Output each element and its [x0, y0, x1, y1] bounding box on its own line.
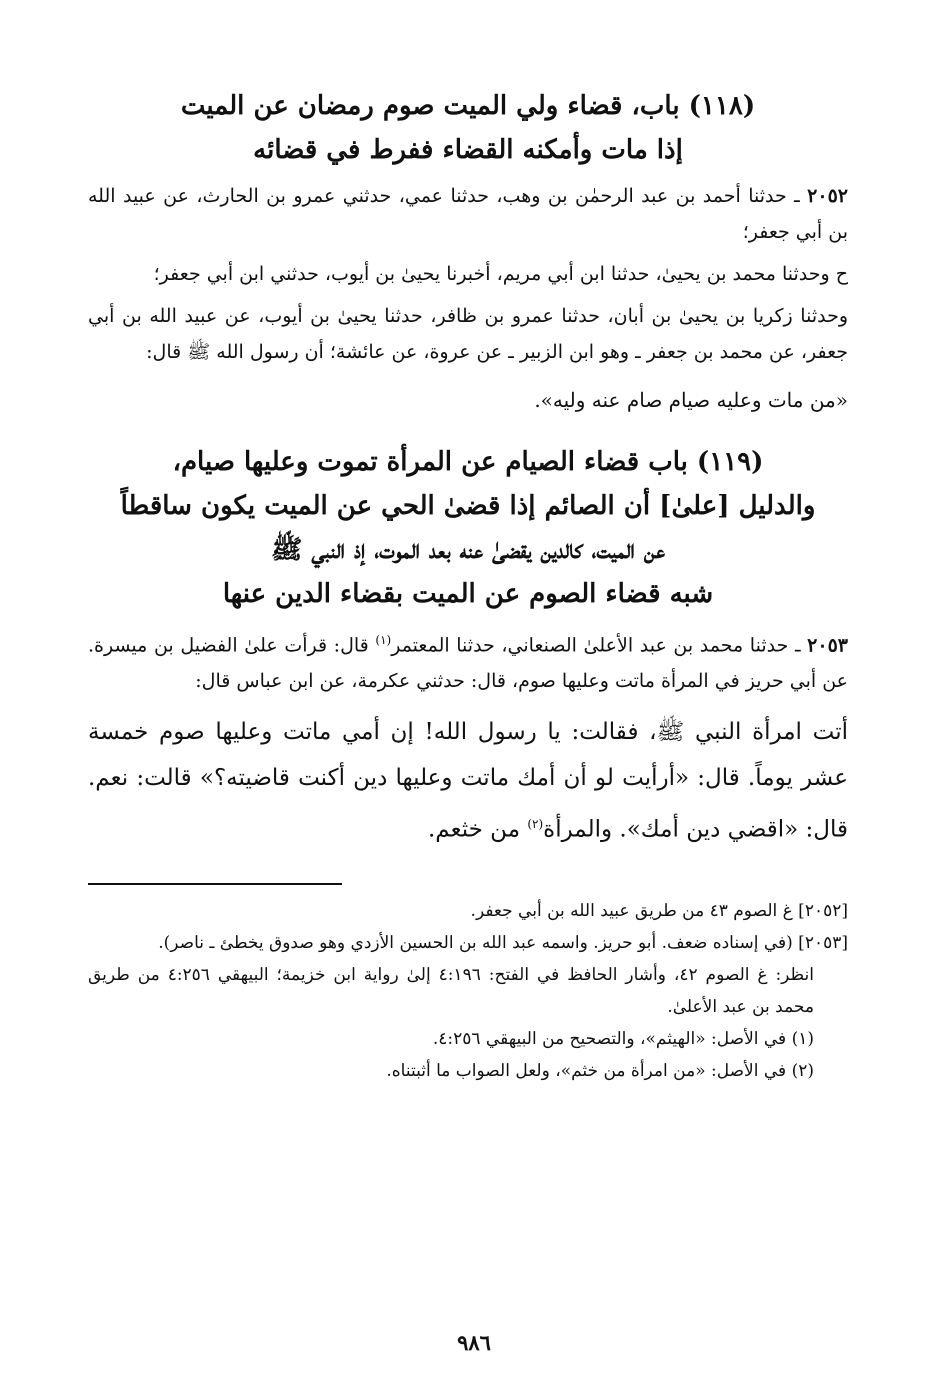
- page-body: [88, 70, 848, 1335]
- chapter-heading-119: [88, 440, 848, 616]
- hadith-2053-text-1a: ـ حدثنا محمد بن عبد الأعلىٰ الصنعاني، حدثنا المعتمر: [391, 634, 808, 657]
- footnote-ref-2: (٢): [527, 817, 544, 832]
- chapter-119-line-4: شبه قضاء الصوم عن الميت بقضاء الدين عنها: [222, 579, 714, 609]
- footnotes: [88, 895, 848, 1087]
- hadith-2053-matn: [88, 709, 848, 853]
- chapter-119-line-2: والدليل [علىٰ] أن الصائم إذا قضىٰ الحي عن الميت يكون ساقطاً: [120, 491, 816, 521]
- footnote-divider: [88, 883, 342, 885]
- chapter-119-line-1: (١١٩) باب قضاء الصيام عن المرأة تموت وعليها صيام،: [172, 447, 764, 477]
- footnote-2052: [٢٠٥٢] غ الصوم ٤٣ من طريق عبيد الله بن أبي جعفر.: [470, 900, 848, 921]
- hadith-2052-text-1: ـ حدثنا أحمد بن عبد الرحمٰن بن وهب، حدثنا عمي، حدثني عمرو بن الحارث، عن عبيد الله بن أبي جعفر؛: [88, 185, 848, 243]
- chapter-118-line-2: إذا مات وأمكنه القضاء ففرط في قضائه: [253, 135, 683, 165]
- footnote-2053: [٢٠٥٣] (في إسناده ضعف. أبو حريز. واسمه عبد الله بن الحسين الأزدي وهو صدوق يخطئ ـ ناصر).: [158, 932, 848, 953]
- chapter-118-line-1: (١١٨) باب، قضاء ولي الميت صوم رمضان عن الميت: [180, 91, 756, 121]
- hadith-2053-matn-text: أتت امرأة النبي ﷺ، فقالت: يا رسول الله! إن أمي ماتت وعليها صوم خمسة عشر يوماً. قال: «أرأيت لو أن أمك ماتت وعليها دين أكنت قاضيته؟» قالت: نعم. قال: «اقضي دين أمك». والمرأة: [88, 719, 848, 843]
- hadith-2053-matn-end: من خثعم.: [428, 816, 528, 843]
- chapter-heading-118: [88, 84, 848, 172]
- hadith-2052-paragraph-2: ح وحدثنا محمد بن يحيىٰ، حدثنا ابن أبي مريم، أخبرنا يحيىٰ بن أيوب، حدثني ابن أبي جعفر؛: [153, 263, 848, 285]
- footnote-see-also: انظر: غ الصوم ٤٢، وأشار الحافظ في الفتح: ٤:١٩٦ إلىٰ رواية ابن خزيمة؛ البيهقي ٤:٢٥٦ من طريق محمد بن عبد الأعلىٰ.: [88, 964, 814, 1017]
- hadith-2052-paragraph-1: [88, 178, 848, 250]
- chapter-119-line-3: عن الميت، كالدين يقضىٰ عنه بعد الموت، إذ النبي ﷺ: [270, 535, 666, 565]
- hadith-2053-text-1b: قال: قرأت علىٰ الفضيل بن ميسرة. عن أبي حريز في المرأة ماتت وعليها صوم، قال: حدثني عكرمة، عن ابن عباس قال:: [88, 634, 848, 693]
- hadith-2053-paragraph-1: [88, 622, 848, 699]
- footnote-2: (٢) في الأصل: «من امرأة من خثم»، ولعل الصواب ما أثبتناه.: [386, 1060, 814, 1081]
- hadith-2052-quote: «من مات وعليه صيام صام عنه وليه».: [534, 388, 848, 412]
- hadith-number-2053: ٢٠٥٣: [807, 634, 848, 657]
- page-number: ٩٨٦: [457, 1330, 491, 1355]
- footnote-1: (١) في الأصل: «الهيثم»، والتصحيح من البيهقي ٤:٢٥٦.: [432, 1028, 814, 1049]
- hadith-2052-paragraph-3: وحدثنا زكريا بن يحيىٰ بن أبان، حدثنا عمرو بن ظافر، حدثنا يحيىٰ بن أيوب، عن عبيد الله بن أبي جعفر، عن محمد بن جعفر ـ وهو ابن الزبير ـ عن عروة، عن عائشة؛ أن رسول الله ﷺ قال:: [88, 305, 848, 363]
- footnote-ref-1: (١): [375, 633, 392, 647]
- hadith-number-2052: ٢٠٥٢: [807, 185, 848, 207]
